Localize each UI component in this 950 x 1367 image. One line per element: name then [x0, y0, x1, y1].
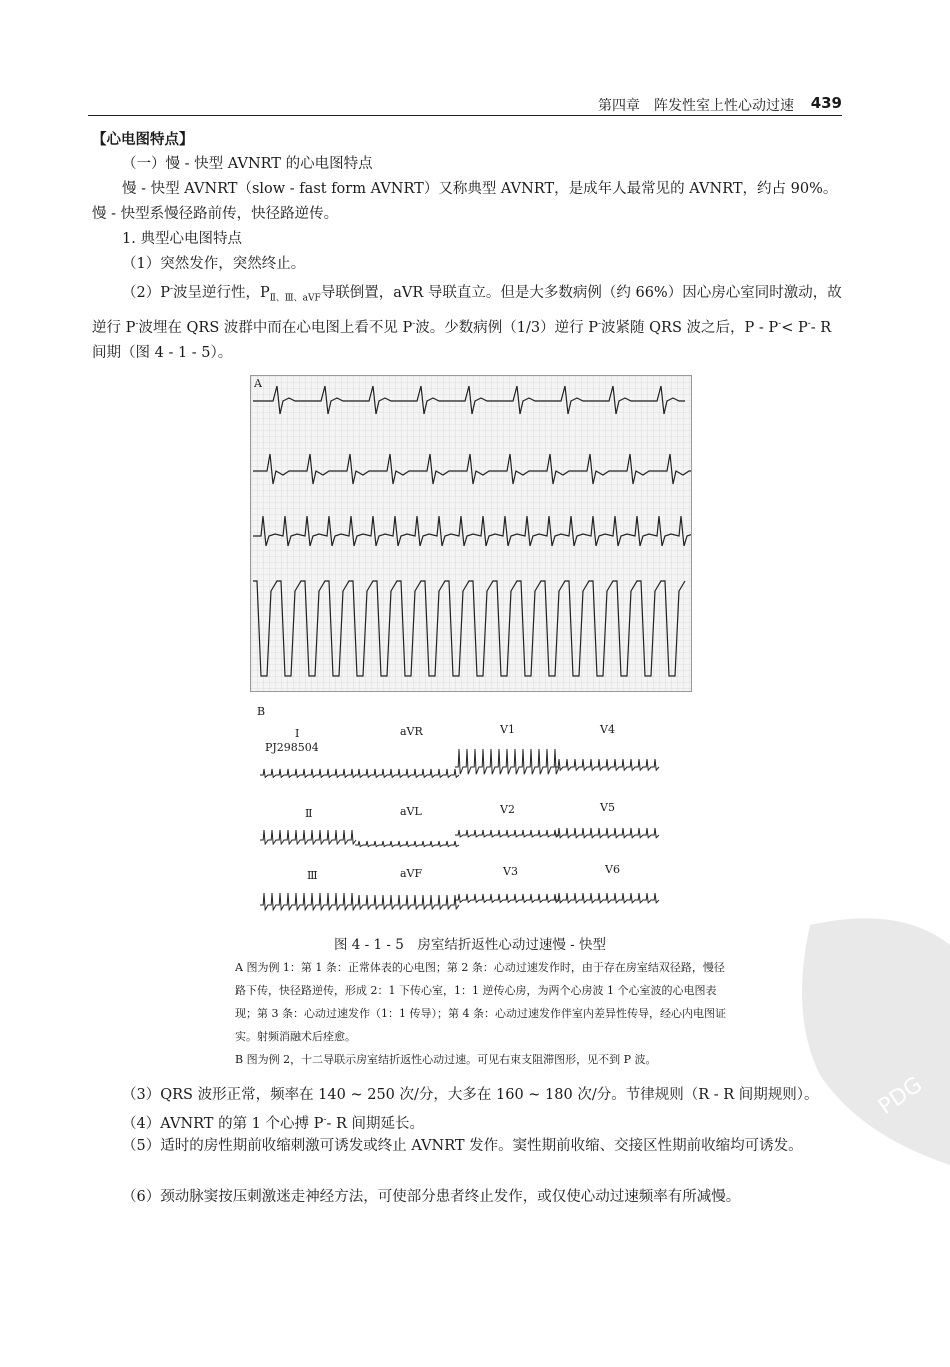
lead-label-I: Ⅰ	[295, 727, 300, 740]
watermark-text: PDG	[874, 1072, 928, 1120]
trace-III	[260, 893, 356, 910]
ecg-strips-a	[251, 376, 691, 691]
patient-id: PJ298504	[265, 741, 319, 754]
lead-label-V3: V3	[503, 865, 518, 878]
item-1-5: （5）适时的房性期前收缩刺激可诱发或终止 AVNRT 发作。窦性期前收缩、交接区性期前收缩均可诱发。	[122, 1138, 803, 1154]
lead-label-V6: V6	[605, 863, 620, 876]
lead-label-aVL: aVL	[400, 805, 422, 818]
trace-II	[260, 830, 356, 844]
lead-label-aVR: aVR	[400, 725, 423, 738]
caption-line-a: A 图为例 1：第 1 条：正常体表的心电图；第 2 条：心动过速发作时，由于存在房室结双径路，慢径路下传，快径路逆传，形成 2：1 下传心室，1：1 逆传心房，为两个心房波 1 个心室波的心电图表现；第 3 条：心动过速发作（1：1 传导）；第 4 条：心动过速发作伴室内差异性传导，经心内电图证实。射频消融术后痊愈。	[235, 961, 726, 1043]
trace-aVL	[355, 841, 459, 847]
trace-V1	[455, 749, 559, 774]
caption-line-b: B 图为例 2，十二导联示房室结折返性心动过速。可见右束支阻滞图形，见不到 P 波。	[235, 1053, 657, 1066]
ecg-12lead-traces	[255, 705, 695, 920]
panel-b-label: B	[257, 705, 266, 718]
item-1-2: （2）P-波呈逆行性，$P_{Ⅱ、Ⅲ、aVF}$导联倒置，aVR 导联直立。但是大多数病例（约 66%）因心房心室同时激动，故逆行 P-波埋在 QRS 波群中而在心电图上看不见 P-波。少数病例（1/3）逆行 P-波紧随 QRS 波之后，P - P-< P-- R 间期（图 4 - 1 - 5）。	[92, 284, 842, 361]
item-1-1: （1）突然发作，突然终止。	[122, 256, 306, 272]
trace-V2	[455, 830, 559, 837]
item-1-6: （6）颈动脉窦按压刺激迷走神经方法，可使部分患者终止发作，或仅使心动过速频率有所减慢。	[122, 1189, 741, 1205]
lead-label-V1: V1	[500, 723, 515, 736]
ecg-figure-b	[255, 705, 695, 920]
trace-V6	[555, 893, 659, 903]
paragraph-intro: 慢 - 快型 AVNRT（slow - fast form AVNRT）又称典型 AVNRT，是成年人最常见的 AVNRT，约占 90%。慢 - 快型系慢径路前传，快径路逆传。	[92, 181, 838, 222]
lead-label-aVF: aVF	[400, 867, 423, 880]
running-header	[88, 95, 842, 116]
lead-label-V2: V2	[500, 803, 515, 816]
trace-aVF	[355, 895, 459, 909]
trace-aVR	[355, 769, 459, 777]
lead-label-V4: V4	[600, 723, 615, 736]
item-1-3: （3）QRS 波形正常，频率在 140 ~ 250 次/分，大多在 160 ~ 180 次/分。节律规则（R - R 间期规则）。	[122, 1087, 819, 1103]
section-title: 【心电图特点】	[92, 131, 194, 148]
lead-label-III: Ⅲ	[307, 869, 318, 882]
lead-label-II: Ⅱ	[305, 807, 313, 820]
library-watermark	[780, 905, 950, 1165]
trace-V5	[555, 828, 659, 838]
chapter-title: 第四章 阵发性室上性心动过速	[598, 98, 794, 114]
item-1-4: （4）AVNRT 的第 1 个心搏 P-- R 间期延长。	[122, 1115, 424, 1132]
subsection-title: （一）慢 - 快型 AVNRT 的心电图特点	[122, 156, 373, 172]
page-number: 439	[810, 94, 842, 112]
trace-V4	[555, 759, 659, 770]
figure-caption-body	[235, 956, 730, 1071]
lead-label-V5: V5	[600, 801, 615, 814]
figure-caption-title: 图 4 - 1 - 5 房室结折返性心动过速慢 - 快型	[334, 937, 606, 953]
trace-V3	[455, 894, 559, 902]
trace-I	[260, 769, 356, 777]
item-heading: 1. 典型心电图特点	[122, 231, 242, 247]
ecg-figure-a	[250, 375, 692, 692]
